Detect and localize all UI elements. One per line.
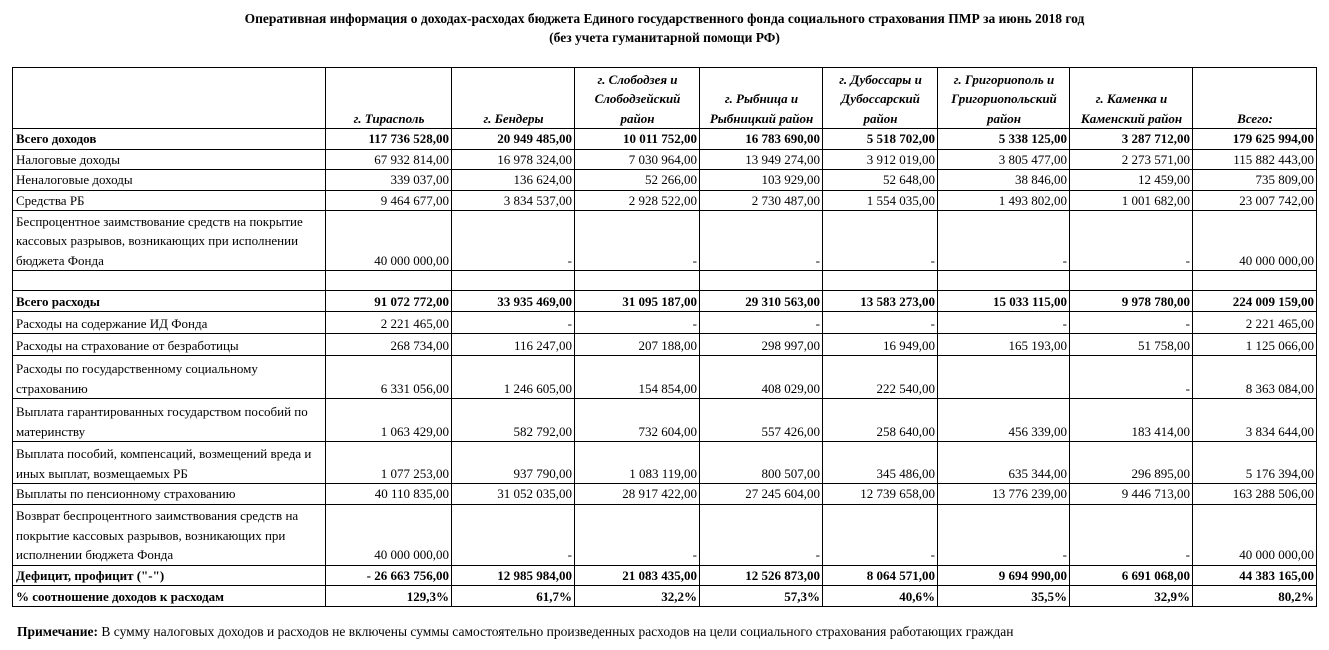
value-cell: 456 339,00	[938, 399, 1070, 442]
value-cell: 40,6%	[823, 586, 938, 607]
row-label	[13, 271, 326, 291]
value-cell	[575, 271, 700, 291]
row-label: Расходы на страхование от безработицы	[13, 334, 326, 356]
value-cell: 16 783 690,00	[700, 129, 823, 150]
value-cell: 52 648,00	[823, 170, 938, 191]
value-cell: 28 917 422,00	[575, 484, 700, 505]
footnote	[17, 624, 1013, 640]
table-row	[13, 190, 1317, 211]
value-cell: 224 009 159,00	[1193, 291, 1317, 312]
row-label: Расходы по государственному социальному страхованию	[13, 356, 326, 399]
report-title-line1: Оперативная информация о доходах-расходах бюджета Единого государственного фонда социального страхования ПМР за июнь 2018 год	[244, 11, 1085, 26]
report-title	[0, 9, 1329, 47]
value-cell: 1 493 802,00	[938, 190, 1070, 211]
value-cell: 61,7%	[452, 586, 575, 607]
budget-table	[12, 67, 1317, 607]
value-cell: 32,2%	[575, 586, 700, 607]
value-cell: 117 736 528,00	[326, 129, 452, 150]
value-cell: 80,2%	[1193, 586, 1317, 607]
value-cell: -	[823, 312, 938, 334]
value-cell: 179 625 994,00	[1193, 129, 1317, 150]
value-cell: 258 640,00	[823, 399, 938, 442]
table-row	[13, 170, 1317, 191]
value-cell: 33 935 469,00	[452, 291, 575, 312]
value-cell: 1 246 605,00	[452, 356, 575, 399]
column-header: г. Каменка и Каменский район	[1070, 68, 1193, 129]
value-cell: 3 834 537,00	[452, 190, 575, 211]
value-cell: 12 739 658,00	[823, 484, 938, 505]
value-cell: 103 929,00	[700, 170, 823, 191]
value-cell: 10 011 752,00	[575, 129, 700, 150]
report-title-line2: (без учета гуманитарной помощи РФ)	[549, 30, 780, 45]
table-row	[13, 399, 1317, 442]
table-row	[13, 129, 1317, 150]
value-cell: -	[938, 211, 1070, 271]
value-cell: 12 526 873,00	[700, 565, 823, 586]
value-cell: 40 110 835,00	[326, 484, 452, 505]
column-header: г. Григориополь и Григориопольский район	[938, 68, 1070, 129]
value-cell: 6 331 056,00	[326, 356, 452, 399]
row-label: Дефицит, профицит ("-")	[13, 565, 326, 586]
value-cell: 8 363 084,00	[1193, 356, 1317, 399]
value-cell: -	[938, 504, 1070, 565]
value-cell: 29 310 563,00	[700, 291, 823, 312]
value-cell: 32,9%	[1070, 586, 1193, 607]
value-cell: 31 095 187,00	[575, 291, 700, 312]
value-cell: 35,5%	[938, 586, 1070, 607]
row-label: Всего расходы	[13, 291, 326, 312]
value-cell: -	[823, 211, 938, 271]
value-cell	[1070, 271, 1193, 291]
value-cell	[938, 271, 1070, 291]
value-cell: 40 000 000,00	[1193, 504, 1317, 565]
value-cell: 52 266,00	[575, 170, 700, 191]
row-label: Налоговые доходы	[13, 149, 326, 170]
value-cell: 339 037,00	[326, 170, 452, 191]
value-cell: 296 895,00	[1070, 442, 1193, 484]
row-label: Всего доходов	[13, 129, 326, 150]
header-row	[13, 68, 1317, 129]
value-cell: 635 344,00	[938, 442, 1070, 484]
value-cell: 183 414,00	[1070, 399, 1193, 442]
value-cell: 40 000 000,00	[326, 211, 452, 271]
value-cell: 40 000 000,00	[1193, 211, 1317, 271]
value-cell: 3 287 712,00	[1070, 129, 1193, 150]
value-cell: 31 052 035,00	[452, 484, 575, 505]
value-cell: -	[700, 504, 823, 565]
value-cell: -	[452, 312, 575, 334]
value-cell: 2 928 522,00	[575, 190, 700, 211]
value-cell: 165 193,00	[938, 334, 1070, 356]
value-cell: -	[575, 312, 700, 334]
table-row	[13, 149, 1317, 170]
value-cell: -	[1070, 356, 1193, 399]
value-cell	[326, 271, 452, 291]
row-label: Неналоговые доходы	[13, 170, 326, 191]
header-label-cell	[13, 68, 326, 129]
value-cell: -	[1070, 211, 1193, 271]
value-cell: 1 125 066,00	[1193, 334, 1317, 356]
value-cell: 13 949 274,00	[700, 149, 823, 170]
value-cell: 9 694 990,00	[938, 565, 1070, 586]
column-header: г. Тирасполь	[326, 68, 452, 129]
value-cell: 21 083 435,00	[575, 565, 700, 586]
value-cell: 136 624,00	[452, 170, 575, 191]
value-cell: 40 000 000,00	[326, 504, 452, 565]
value-cell: 2 221 465,00	[1193, 312, 1317, 334]
value-cell	[452, 271, 575, 291]
value-cell: 9 978 780,00	[1070, 291, 1193, 312]
value-cell: 732 604,00	[575, 399, 700, 442]
value-cell: 5 338 125,00	[938, 129, 1070, 150]
value-cell	[1193, 271, 1317, 291]
row-label: Выплата гарантированных государством пособий по материнству	[13, 399, 326, 442]
value-cell: -	[700, 312, 823, 334]
value-cell: -	[575, 211, 700, 271]
value-cell: 1 001 682,00	[1070, 190, 1193, 211]
value-cell: -	[452, 211, 575, 271]
value-cell: - 26 663 756,00	[326, 565, 452, 586]
value-cell: 9 446 713,00	[1070, 484, 1193, 505]
value-cell: 1 063 429,00	[326, 399, 452, 442]
value-cell: 207 188,00	[575, 334, 700, 356]
value-cell: 1 083 119,00	[575, 442, 700, 484]
value-cell: 800 507,00	[700, 442, 823, 484]
value-cell: 6 691 068,00	[1070, 565, 1193, 586]
value-cell: 129,3%	[326, 586, 452, 607]
table-row	[13, 211, 1317, 271]
value-cell: 582 792,00	[452, 399, 575, 442]
value-cell: 3 834 644,00	[1193, 399, 1317, 442]
value-cell: 557 426,00	[700, 399, 823, 442]
column-header: г. Слободзея и Слободзейский район	[575, 68, 700, 129]
row-label: Выплаты по пенсионному страхованию	[13, 484, 326, 505]
value-cell: 5 176 394,00	[1193, 442, 1317, 484]
value-cell: 12 459,00	[1070, 170, 1193, 191]
row-label: Средства РБ	[13, 190, 326, 211]
table-row	[13, 504, 1317, 565]
row-label: Расходы на содержание ИД Фонда	[13, 312, 326, 334]
footnote-prefix: Примечание:	[17, 624, 99, 639]
table-row	[13, 356, 1317, 399]
row-label: Беспроцентное заимствование средств на покрытие кассовых разрывов, возникающих при исполнении бюджета Фонда	[13, 211, 326, 271]
value-cell: 7 030 964,00	[575, 149, 700, 170]
value-cell: 23 007 742,00	[1193, 190, 1317, 211]
value-cell: 222 540,00	[823, 356, 938, 399]
value-cell: 27 245 604,00	[700, 484, 823, 505]
value-cell: 1 077 253,00	[326, 442, 452, 484]
value-cell: -	[1070, 504, 1193, 565]
value-cell: 44 383 165,00	[1193, 565, 1317, 586]
value-cell: 3 805 477,00	[938, 149, 1070, 170]
value-cell: 2 221 465,00	[326, 312, 452, 334]
value-cell: 3 912 019,00	[823, 149, 938, 170]
value-cell: 115 882 443,00	[1193, 149, 1317, 170]
value-cell: 408 029,00	[700, 356, 823, 399]
table-row	[13, 565, 1317, 586]
value-cell: 15 033 115,00	[938, 291, 1070, 312]
value-cell: 16 978 324,00	[452, 149, 575, 170]
row-label: % соотношение доходов к расходам	[13, 586, 326, 607]
value-cell: -	[575, 504, 700, 565]
table-row	[13, 312, 1317, 334]
value-cell: 67 932 814,00	[326, 149, 452, 170]
value-cell: 38 846,00	[938, 170, 1070, 191]
table-row	[13, 291, 1317, 312]
value-cell	[700, 271, 823, 291]
table-row	[13, 586, 1317, 607]
value-cell: -	[823, 504, 938, 565]
value-cell: 51 758,00	[1070, 334, 1193, 356]
column-header: г. Бендеры	[452, 68, 575, 129]
value-cell: 9 464 677,00	[326, 190, 452, 211]
value-cell: 154 854,00	[575, 356, 700, 399]
value-cell: 735 809,00	[1193, 170, 1317, 191]
table-row	[13, 442, 1317, 484]
value-cell: 298 997,00	[700, 334, 823, 356]
table-row	[13, 484, 1317, 505]
value-cell: 2 730 487,00	[700, 190, 823, 211]
value-cell: 268 734,00	[326, 334, 452, 356]
table-row	[13, 334, 1317, 356]
column-header: Всего:	[1193, 68, 1317, 129]
value-cell: -	[1070, 312, 1193, 334]
spacer-row	[13, 271, 1317, 291]
value-cell: 116 247,00	[452, 334, 575, 356]
value-cell	[938, 356, 1070, 399]
value-cell: -	[700, 211, 823, 271]
row-label: Возврат беспроцентного заимствования средств на покрытие кассовых разрывов, возникающих при исполнении бюджета Фонда	[13, 504, 326, 565]
value-cell: 2 273 571,00	[1070, 149, 1193, 170]
value-cell	[823, 271, 938, 291]
value-cell: 5 518 702,00	[823, 129, 938, 150]
row-label: Выплата пособий, компенсаций, возмещений вреда и иных выплат, возмещаемых РБ	[13, 442, 326, 484]
value-cell: 163 288 506,00	[1193, 484, 1317, 505]
value-cell: -	[938, 312, 1070, 334]
value-cell: 345 486,00	[823, 442, 938, 484]
value-cell: 937 790,00	[452, 442, 575, 484]
value-cell: 16 949,00	[823, 334, 938, 356]
footnote-text: В сумму налоговых доходов и расходов не включены суммы самостоятельно произведенных расходов на цели социального страхования работающих граждан	[98, 624, 1014, 639]
value-cell: 1 554 035,00	[823, 190, 938, 211]
column-header: г. Дубоссары и Дубоссарский район	[823, 68, 938, 129]
value-cell: -	[452, 504, 575, 565]
column-header: г. Рыбница и Рыбницкий район	[700, 68, 823, 129]
value-cell: 20 949 485,00	[452, 129, 575, 150]
value-cell: 57,3%	[700, 586, 823, 607]
value-cell: 91 072 772,00	[326, 291, 452, 312]
value-cell: 8 064 571,00	[823, 565, 938, 586]
value-cell: 13 583 273,00	[823, 291, 938, 312]
value-cell: 12 985 984,00	[452, 565, 575, 586]
value-cell: 13 776 239,00	[938, 484, 1070, 505]
